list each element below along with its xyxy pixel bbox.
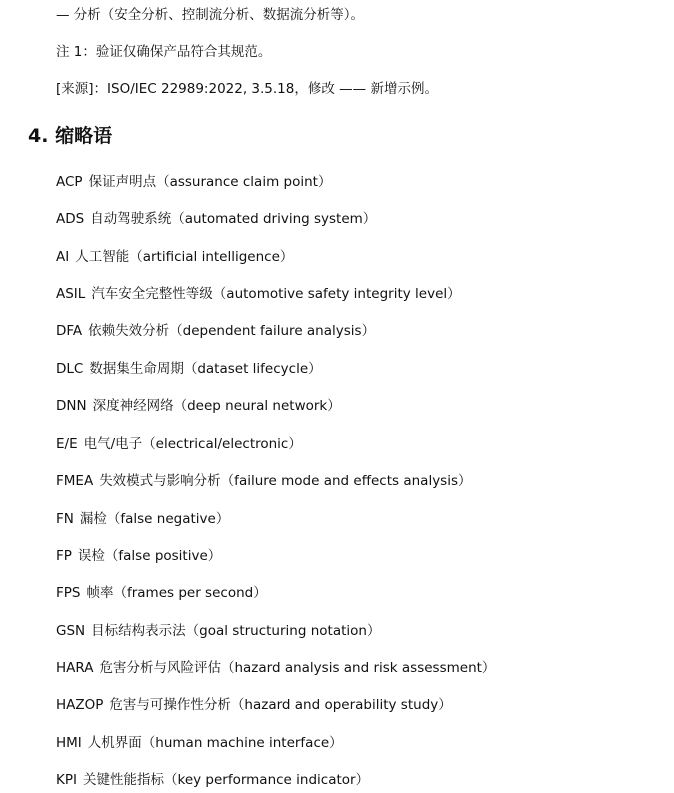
abbreviation-entry	[56, 285, 461, 303]
abbreviation-term: ASIL	[56, 286, 86, 302]
abbreviation-description: 关键性能指标（key performance indicator）	[82, 772, 370, 788]
abbreviation-description: 失效模式与影响分析（failure mode and effects analysis）	[99, 473, 472, 489]
abbreviation-entry	[56, 622, 380, 640]
abbreviation-description: 危害分析与风险评估（hazard analysis and risk assessment）	[99, 660, 496, 676]
abbreviation-entry	[56, 472, 472, 490]
abbreviation-term: AI	[56, 249, 70, 265]
abbreviation-description: 目标结构表示法（goal structuring notation）	[91, 623, 381, 639]
section-title: 缩略语	[55, 125, 113, 147]
abbreviation-entry	[56, 210, 376, 228]
abbreviation-description: 人机界面（human machine interface）	[87, 735, 343, 751]
abbreviation-entry	[56, 360, 322, 378]
abbreviation-entry	[56, 659, 495, 677]
abbreviation-description: 汽车安全完整性等级（automotive safety integrity level）	[91, 286, 461, 302]
abbreviation-term: KPI	[56, 772, 77, 788]
note-1: 注 1：验证仅确保产品符合其规范。	[56, 44, 272, 60]
abbreviation-term: FPS	[56, 585, 81, 601]
abbreviation-term: DNN	[56, 398, 87, 414]
abbreviation-term: HARA	[56, 660, 94, 676]
section-heading	[28, 124, 112, 148]
abbreviation-entry	[56, 771, 369, 789]
abbreviation-term: GSN	[56, 623, 86, 639]
abbreviation-term: FMEA	[56, 473, 94, 489]
abbreviation-description: 数据集生命周期（dataset lifecycle）	[89, 361, 322, 377]
abbreviation-description: 危害与可操作性分析（hazard and operability study）	[109, 697, 452, 713]
abbreviation-entry	[56, 435, 302, 453]
abbreviation-entry	[56, 173, 331, 191]
abbreviation-entry	[56, 397, 341, 415]
source-reference: [来源]：ISO/IEC 22989:2022, 3.5.18，修改 —— 新增示例。	[56, 81, 438, 97]
abbreviation-description: 漏检（false negative）	[79, 511, 230, 527]
abbreviation-description: 保证声明点（assurance claim point）	[88, 174, 332, 190]
abbreviation-description: 电气/电子（electrical/electronic）	[83, 436, 302, 452]
abbreviation-description: 人工智能（artificial intelligence）	[75, 249, 294, 265]
abbreviation-entry	[56, 584, 267, 602]
abbreviation-entry	[56, 547, 221, 565]
abbreviation-description: 误检（false positive）	[77, 548, 222, 564]
abbreviation-entry	[56, 510, 229, 528]
abbreviation-term: HAZOP	[56, 697, 104, 713]
abbreviation-entry	[56, 248, 293, 266]
section-number: 4.	[28, 125, 49, 147]
abbreviation-description: 自动驾驶系统（automated driving system）	[90, 211, 377, 227]
abbreviation-description: 深度神经网络（deep neural network）	[92, 398, 341, 414]
abbreviation-term: E/E	[56, 436, 78, 452]
abbreviation-term: HMI	[56, 735, 82, 751]
abbreviation-entry	[56, 696, 452, 714]
abbreviation-term: ADS	[56, 211, 85, 227]
abbreviation-description: 依赖失效分析（dependent failure analysis）	[88, 323, 376, 339]
abbreviation-term: DLC	[56, 361, 84, 377]
abbreviation-entry	[56, 734, 343, 752]
abbreviation-term: FP	[56, 548, 72, 564]
abbreviation-description: 帧率（frames per second）	[86, 585, 267, 601]
abbreviation-term: FN	[56, 511, 74, 527]
abbreviation-entry	[56, 322, 375, 340]
abbreviation-term: DFA	[56, 323, 83, 339]
abbreviation-term: ACP	[56, 174, 83, 190]
list-item-analysis: — 分析（安全分析、控制流分析、数据流分析等）。	[56, 7, 365, 23]
